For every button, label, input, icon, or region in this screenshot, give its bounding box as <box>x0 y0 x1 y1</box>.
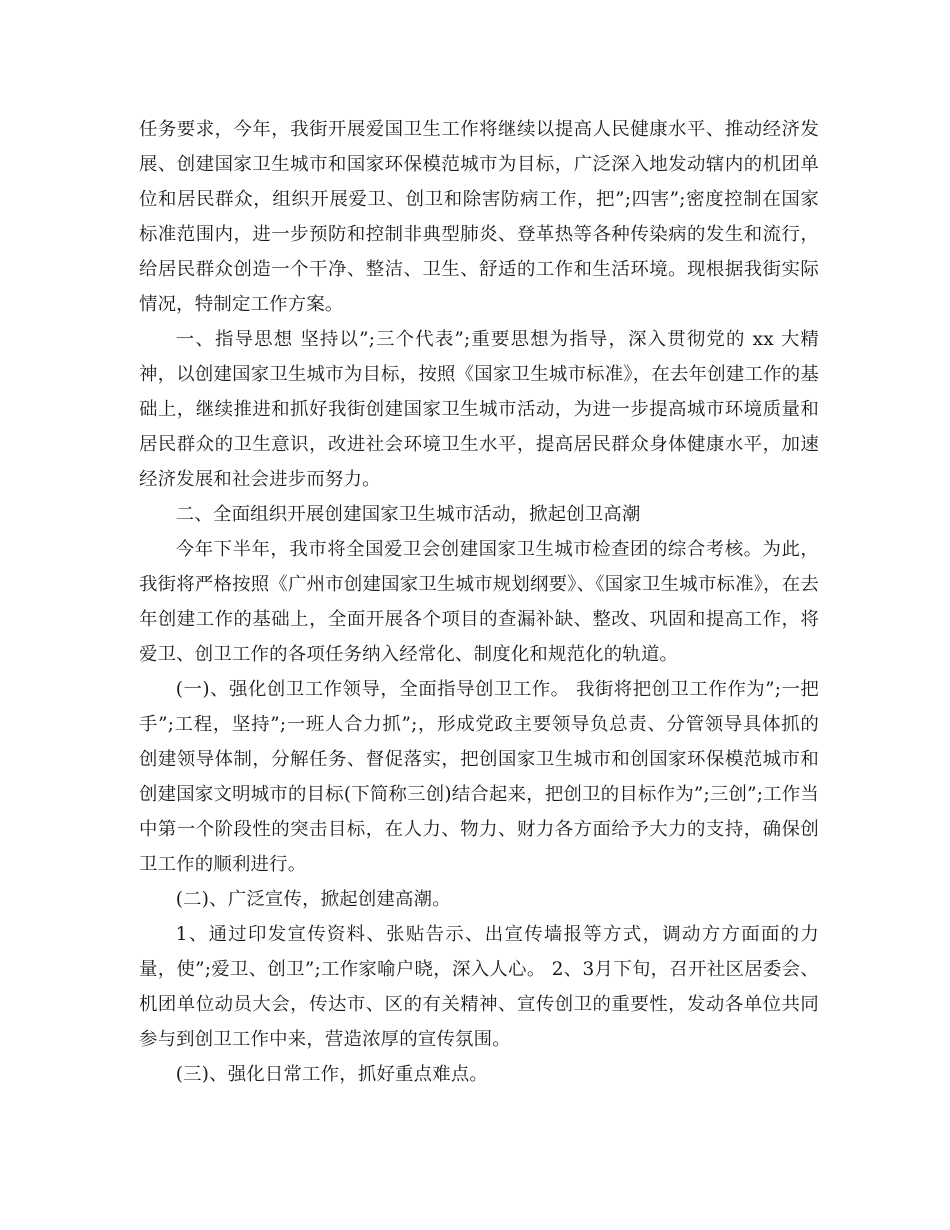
subheading-publicity: (二)、广泛宣传，掀起创建高潮。 <box>175 889 451 910</box>
subheading-daily-work: (三)、强化日常工作，抓好重点难点。 <box>175 1064 488 1085</box>
paragraph-intro: 任务要求，今年，我街开展爱国卫生工作将继续以提高人民健康水平、推动经济发展、创建国家卫生城市和国家环保模范城市为目标，广泛深入地发动辖内的机团单位和居民群众，组织开展爱卫、创卫和除害防病工作，把”;四害”;密度控制在国家标准范围内，进一步预防和控制非典型肺炎、登革热等各种传染病的发生和流行，给居民群众创造一个干净、整洁、卫生、舒适的工作和生活环境。现根据我街实际情况，特制定工作方案。 <box>139 119 819 315</box>
paragraph-publicity-items: 1、通过印发宣传资料、张贴告示、出宣传墙报等方式，调动方方面面的力量，使”;爱卫、创卫”;工作家喻户晓，深入人心。 2、3月下旬，召开社区居委会、机团单位动员大会，传达市、区的有关精神、宣传创卫的重要性，发动各单位共同参与到创卫工作中来，营造浓厚的宣传氛围。 <box>139 924 819 1050</box>
paragraph-second-half-year: 今年下半年，我市将全国爱卫会创建国家卫生城市检查团的综合考核。为此，我街将严格按照《广州市创建国家卫生城市规划纲要》、《国家卫生城市标准》，在去年创建工作的基础上，全面开展各个项目的查漏补缺、整改、巩固和提高工作，将爱卫、创卫工作的各项任务纳入经常化、制度化和规范化的轨道。 <box>139 539 819 665</box>
paragraph-leadership: (一)、强化创卫工作领导，全面指导创卫工作。 我街将把创卫工作作为”;一把手”;工程，坚持”;一班人合力抓”;，形成党政主要领导负总责、分管领导具体抓的创建领导体制，分解任务、督促落实，把创国家卫生城市和创国家环保模范城市和创建国家文明城市的目标(下简称三创)结合起来，把创卫的目标作为”;三创”;工作当中第一个阶段性的突击目标，在人力、物力、财力各方面给予大力的支持，确保创卫工作的顺利进行。 <box>139 679 819 875</box>
paragraph-guiding-ideology: 一、指导思想 坚持以”;三个代表”;重要思想为指导，深入贯彻党的 xx 大精神，以创建国家卫生城市为目标，按照《国家卫生城市标准》，在去年创建工作的基础上，继续推进和抓好我街创建国家卫生城市活动，为进一步提高城市环境质量和居民群众的卫生意识，改进社会环境卫生水平，提高居民群众身体健康水平，加速经济发展和社会进步而努力。 <box>139 329 819 490</box>
section-heading-two: 二、全面组织开展创建国家卫生城市活动，掀起创卫高潮 <box>175 504 641 525</box>
document-body <box>139 112 819 1092</box>
